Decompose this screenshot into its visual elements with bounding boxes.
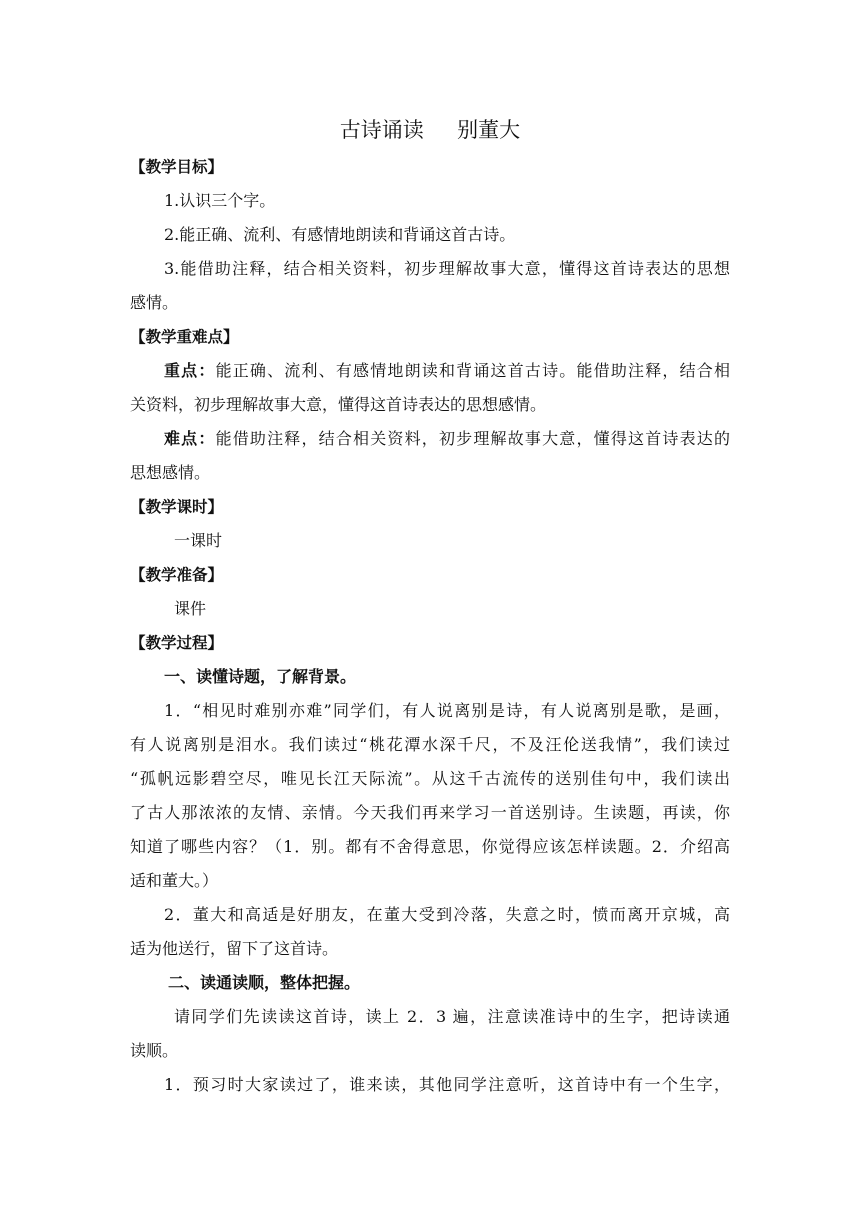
objective-item: 2.能正确、流利、有感情地朗读和背诵这首古诗。 [164,225,516,244]
document-title: 古诗诵读 别董大 [339,118,521,142]
step1-paragraph-line: 1．“相见时难别亦难”同学们，有人说离别是诗，有人说离别是歌，是画， [164,701,730,720]
section-heading-prep: 【教学准备】 [130,566,224,584]
step1-paragraph-line: 有人说离别是泪水。我们读过“桃花潭水深千尺，不及汪伦送我情”，我们读过 [130,735,730,754]
step2-heading: 二、读通读顺，整体把握。 [168,973,361,992]
step1-paragraph2-line: 适为他送行，留下了这首诗。 [130,939,339,958]
difficulty-line [130,429,730,449]
step1-paragraph-line: 知道了哪些内容？（1．别。都有不舍得意思，你觉得应该怎样读题。2．介绍高 [130,837,730,856]
focus-text: 能正确、流利、有感情地朗读和背诵这首古诗。能借助注释，结合相 [215,361,730,380]
step2-paragraph-line: 读顺。 [130,1041,179,1060]
section-heading-process: 【教学过程】 [130,634,224,652]
step2-paragraph2-line: 1．预习时大家读过了，谁来读，其他同学注意听，这首诗中有一个生字， [164,1075,730,1094]
step1-heading: 一、读懂诗题，了解背景。 [164,667,357,686]
section-heading-hours: 【教学课时】 [130,498,224,516]
section-heading-objectives: 【教学目标】 [130,158,224,176]
difficulty-label: 难点： [164,429,216,448]
focus-line-continued: 关资料，初步理解故事大意，懂得这首诗表达的思想感情。 [130,395,547,414]
hours-value: 一课时 [174,531,223,550]
section-heading-key-points: 【教学重难点】 [130,328,239,346]
prep-value: 课件 [174,599,207,618]
step1-paragraph2-line: 2．董大和高适是好朋友，在董大受到冷落，失意之时，愤而离开京城，高 [164,905,730,924]
step2-paragraph-line: 请同学们先读读这首诗，读上 2．3 遍，注意读准诗中的生字，把诗读通 [174,1007,730,1026]
objective-item: 1.认识三个字。 [164,191,276,210]
difficulty-text: 能借助注释，结合相关资料，初步理解故事大意，懂得这首诗表达的 [215,429,730,448]
difficulty-line-continued: 思想感情。 [130,463,211,482]
step1-paragraph-line: “孤帆远影碧空尽，唯见长江天际流”。从这千古流传的送别佳句中，我们读出 [130,769,730,788]
step1-paragraph-line: 适和董大。） [130,871,219,890]
step1-paragraph-line: 了古人那浓浓的友情、亲情。今天我们再来学习一首送别诗。生读题，再读，你 [130,803,730,822]
objective-item-continued: 感情。 [130,293,179,312]
focus-label: 重点： [164,361,216,380]
focus-line [130,361,730,381]
objective-item: 3.能借助注释，结合相关资料，初步理解故事大意，懂得这首诗表达的思想 [164,259,730,278]
